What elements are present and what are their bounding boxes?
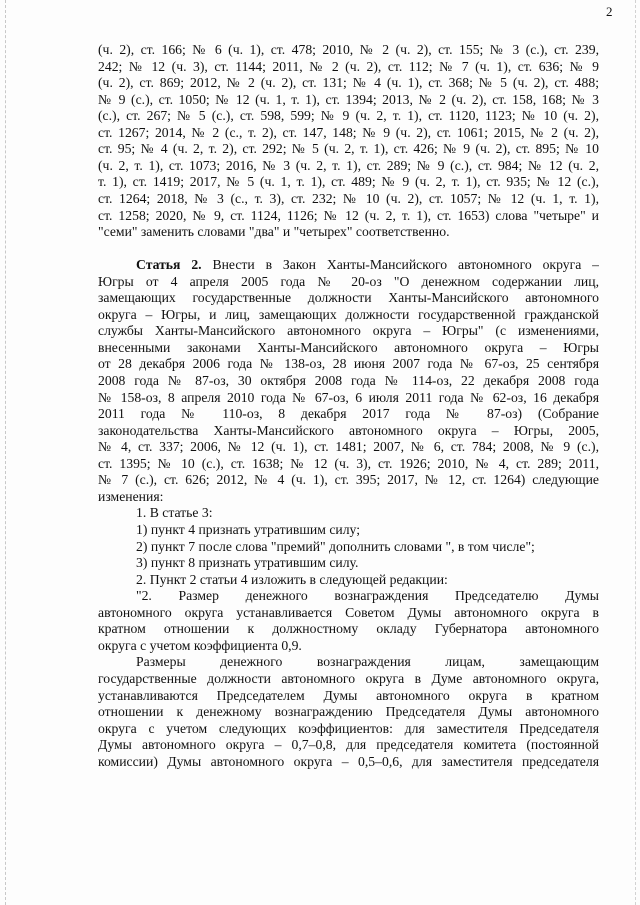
text-line	[98, 572, 599, 589]
text-line	[98, 704, 599, 721]
text-line-content: замещающих государственные должности Ханты-Мансийского автономного	[98, 290, 599, 306]
text-line-content: службы Ханты-Мансийского автономного округа – Югры" (с изменениями,	[98, 323, 599, 339]
text-line-content: 2) пункт 7 после слова "премий" дополнить словами ", в том числе";	[136, 538, 535, 554]
page-number: 2	[606, 4, 613, 19]
scan-edge-left	[5, 0, 7, 905]
text-line	[98, 257, 599, 274]
text-line-content: округа с учетом следующих коэффициентов: для заместителя Председателя	[98, 720, 599, 736]
text-line-content: кратном отношении к должностному окладу Губернатора автономного	[98, 621, 599, 637]
text-line-content: внесенными законами Ханты-Мансийского автономного округа – Югры	[98, 339, 599, 355]
text-line-content: № 4, ст. 337; 2006, № 12 (ч. 1), ст. 1481; 2007, № 6, ст. 784; 2008, № 9 (с.),	[98, 439, 599, 455]
text-line	[98, 588, 599, 605]
text-line-content: № 158-оз, 8 апреля 2010 года № 67-оз, 6 июля 2011 года № 62-оз, 16 декабря	[98, 389, 599, 405]
text-line-content: ст. 1395; № 10 (с.), ст. 1638; № 12 (ч. 3), ст. 1926; 2010, № 4, ст. 289; 2011,	[98, 455, 599, 471]
text-line	[98, 423, 599, 440]
text-line-content: т. 1), ст. 1419; 2017, № 5 (ч. 1, т. 1), ст. 489; № 9 (ч. 2, т. 1), ст. 935; № 12 (с.),	[98, 174, 599, 190]
text-line-content: округа с учетом коэффициента 0,9.	[98, 637, 302, 653]
text-line-content: "2. Размер денежного вознаграждения Председателю Думы	[136, 588, 599, 604]
text-line	[98, 721, 599, 738]
text-line	[98, 654, 599, 671]
text-line-content: 1. В статье 3:	[136, 505, 213, 521]
text-line-content: Югры от 4 апреля 2005 года № 20-оз "О денежном содержании лиц,	[98, 273, 599, 289]
text-line-content: изменения:	[98, 488, 164, 504]
text-line-content: (ч. 2), ст. 869; 2012, № 2 (ч. 2), ст. 131; № 4 (ч. 1), ст. 368; № 5 (ч. 2), ст. 488;	[98, 75, 599, 91]
text-line	[98, 208, 599, 225]
text-line	[98, 92, 599, 109]
text-line	[98, 522, 599, 539]
text-line	[98, 472, 599, 489]
text-line-content: ст. 1258; 2020, № 9, ст. 1124, 1126; № 12 (ч. 2, т. 1), ст. 1653) слова "четыре" и	[98, 207, 599, 223]
text-line	[98, 290, 599, 307]
text-line	[98, 356, 599, 373]
text-line	[98, 671, 599, 688]
scan-edge-right	[635, 0, 637, 905]
text-line	[98, 75, 599, 92]
text-line-content: государственные должности автономного округа в Думе автономного округа,	[98, 670, 599, 686]
text-line-content: ст. 95; № 4 (ч. 2, т. 2), ст. 292; № 5 (ч. 2, т. 1), ст. 426; № 9 (ч. 2), ст. 895; № 10	[98, 141, 599, 157]
text-line	[98, 621, 599, 638]
text-line	[98, 59, 599, 76]
text-line	[98, 340, 599, 357]
text-line	[98, 125, 599, 142]
text-line-content: автономного округа устанавливается Советом Думы автономного округа в	[98, 604, 599, 620]
text-line-content: (ч. 2), ст. 166; № 6 (ч. 1), ст. 478; 2010, № 2 (ч. 2), ст. 155; № 3 (с.), ст. 239,	[98, 42, 599, 57]
text-line	[98, 605, 599, 622]
text-line	[98, 241, 599, 258]
text-line	[98, 439, 599, 456]
text-line-content: № 7 (с.), ст. 626; 2012, № 4 (ч. 1), ст. 395; 2017, № 12, ст. 1264) следующие	[98, 472, 599, 488]
text-line	[98, 141, 599, 158]
text-line-content: Внести в Закон Ханты-Мансийского автономного округа –	[201, 257, 599, 273]
text-line	[98, 108, 599, 125]
text-line-content: Думы автономного округа – 0,7–0,8, для председателя комитета (постоянной	[98, 737, 599, 753]
text-line-content: от 28 декабря 2006 года № 138-оз, 28 июня 2007 года № 67-оз, 25 сентября	[98, 356, 599, 372]
text-line	[98, 323, 599, 340]
text-line-content: 3) пункт 8 признать утратившим силу.	[136, 555, 359, 571]
text-line	[98, 539, 599, 556]
text-line-content: отношении к денежному вознаграждению Председателя Думы автономного	[98, 704, 599, 719]
text-line-content: (ч. 2, т. 1), ст. 1073; 2016, № 3 (ч. 2, т. 1), ст. 289; № 9 (с.), ст. 984; № 12 (ч. 2,	[98, 157, 599, 173]
text-line	[98, 42, 599, 59]
text-line	[98, 174, 599, 191]
text-line-content: "семи" заменить словами "два" и "четырех" соответственно.	[98, 224, 450, 240]
text-line	[98, 191, 599, 208]
text-line-content: ст. 1264; 2018, № 3 (с., т. 3), ст. 232; № 10 (ч. 2), ст. 1057; № 12 (ч. 1, т. 1),	[98, 191, 599, 206]
text-line-content: № 9 (с.), ст. 1050; № 12 (ч. 1, т. 1), ст. 1394; 2013, № 2 (ч. 2), ст. 158, 168; № 3	[98, 91, 599, 107]
text-line-content: комиссии) Думы автономного округа – 0,5–0,6, для заместителя председателя	[98, 753, 599, 769]
text-line-content: 2011 года № 110-оз, 8 декабря 2017 года № 87-оз) (Собрание	[98, 406, 599, 422]
text-line	[98, 688, 599, 705]
text-line-content: округа – Югры, и лиц, замещающих должности государственной гражданской	[98, 306, 599, 322]
text-line	[98, 224, 599, 241]
text-line-content: законодательства Ханты-Мансийского автономного округа – Югры, 2005,	[98, 422, 599, 438]
text-line-content: Размеры денежного вознаграждения лицам, замещающим	[136, 654, 599, 670]
text-line	[98, 505, 599, 522]
text-line	[98, 754, 599, 771]
text-line	[98, 638, 599, 655]
text-line	[98, 456, 599, 473]
text-line-content: 2. Пункт 2 статьи 4 изложить в следующей редакции:	[136, 571, 448, 587]
text-line	[98, 390, 599, 407]
text-line	[98, 158, 599, 175]
article-heading: Статья 2.	[136, 257, 202, 273]
text-line	[98, 373, 599, 390]
text-line-content: (с.), ст. 267; № 5 (с.), ст. 598, 599; № 9 (ч. 2, т. 1), ст. 1120, 1123; № 10 (ч. 2),	[98, 108, 599, 124]
text-line	[98, 274, 599, 291]
text-line	[98, 406, 599, 423]
text-line-content: устанавливаются Председателем Думы автономного округа в кратном	[98, 687, 599, 703]
text-line-content: 1) пункт 4 признать утратившим силу;	[136, 522, 361, 537]
text-line-content: 2008 года № 87-оз, 30 октября 2008 года № 114-оз, 22 декабря 2008 года	[98, 373, 599, 388]
text-line	[98, 737, 599, 754]
text-line	[98, 489, 599, 506]
text-line-content: 242; № 12 (ч. 3), ст. 1144; 2011, № 2 (ч. 2), ст. 112; № 7 (ч. 1), ст. 636; № 9	[98, 58, 599, 74]
text-line	[98, 307, 599, 324]
text-line-content: ст. 1267; 2014, № 2 (с., т. 2), ст. 147, 148; № 9 (ч. 2), ст. 1061; 2015, № 2 (ч. 2),	[98, 124, 599, 140]
text-line	[98, 555, 599, 572]
